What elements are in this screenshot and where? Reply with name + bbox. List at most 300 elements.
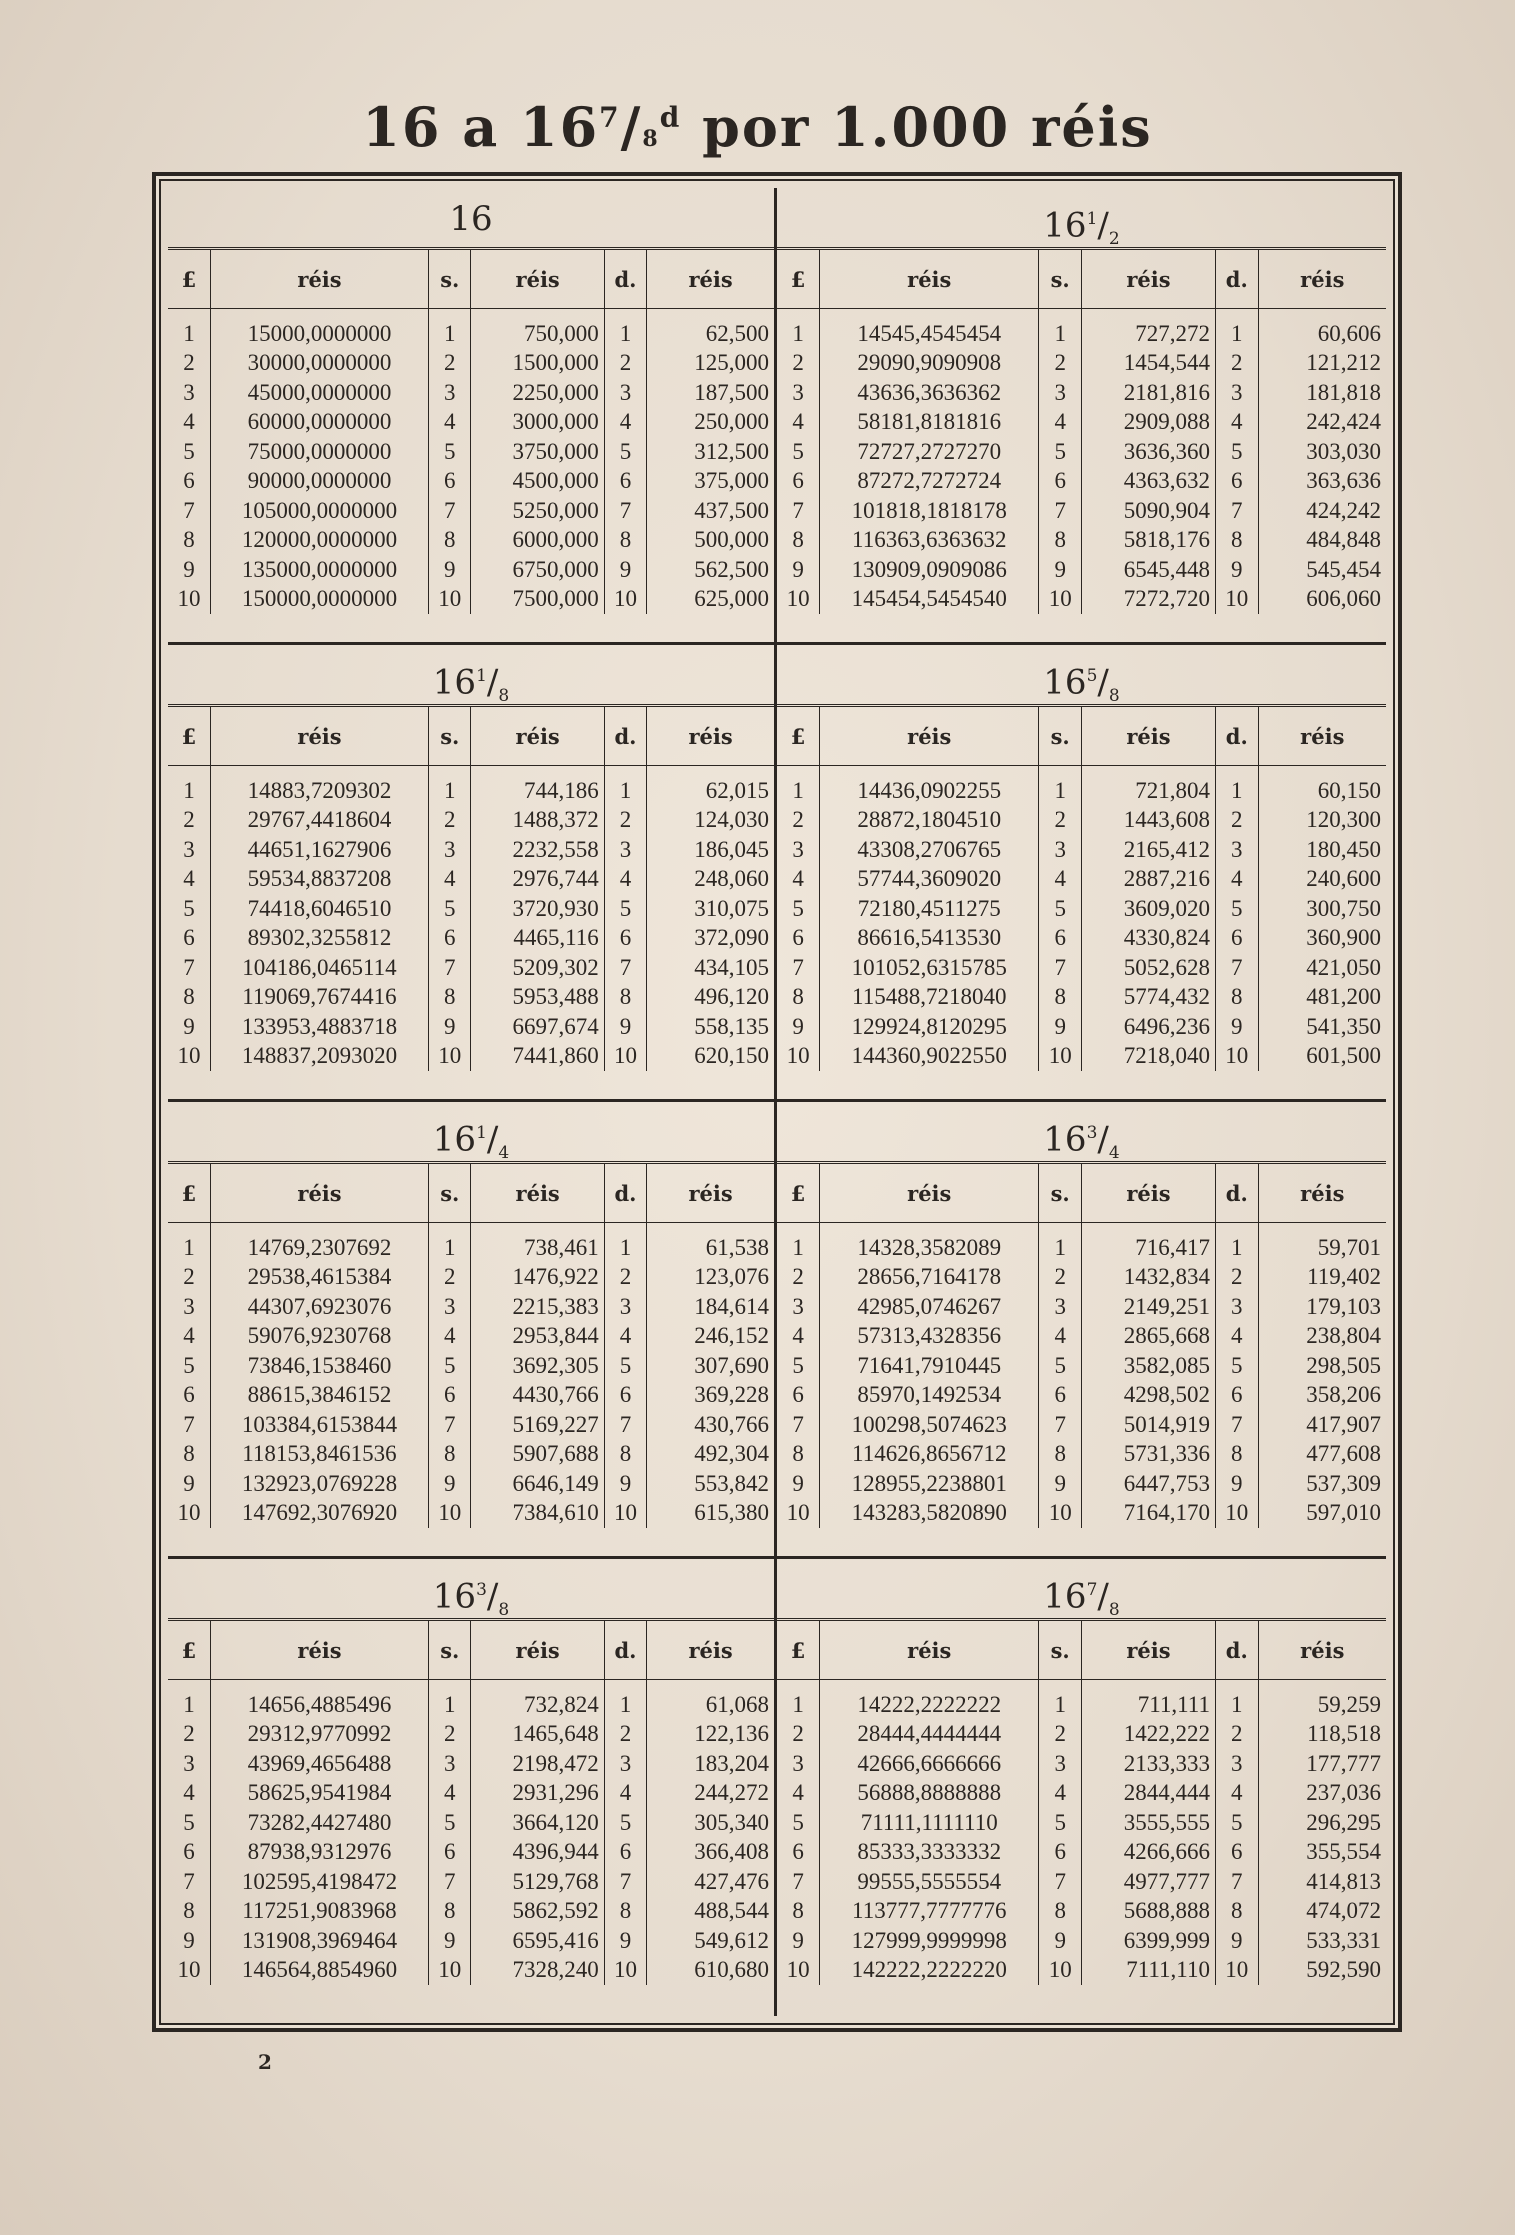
reis-value: 187,500 (694, 379, 769, 405)
table-row (777, 555, 1386, 585)
row-multiplier: 9 (168, 555, 210, 585)
table-row (777, 1749, 1386, 1779)
row-multiplier: 10 (1215, 1042, 1258, 1072)
reis-value: 6000,000 (471, 526, 604, 556)
reis-value: 61,538 (705, 1234, 769, 1260)
row-multiplier: 8 (168, 983, 210, 1013)
row-multiplier: 4 (1215, 408, 1258, 438)
row-multiplier: 6 (1039, 924, 1082, 954)
table-row (777, 408, 1386, 438)
row-multiplier: 1 (168, 776, 210, 806)
table-header-row (777, 1621, 1386, 1680)
row-multiplier: 2 (777, 349, 820, 379)
row-multiplier: 2 (1039, 806, 1082, 836)
table-row (777, 1351, 1386, 1381)
reis-value: 738,461 (471, 1233, 604, 1263)
table-row (168, 924, 774, 954)
column-header: £ (168, 1621, 210, 1680)
table-row (168, 1292, 774, 1322)
reis-value: 3720,930 (471, 894, 604, 924)
table-row (777, 526, 1386, 556)
row-multiplier: 4 (1039, 1322, 1082, 1352)
row-multiplier: 1 (1215, 776, 1258, 806)
row-multiplier: 6 (429, 1838, 471, 1868)
reis-value: 87272,7272724 (820, 467, 1039, 497)
table-row (168, 953, 774, 983)
table-row (777, 1838, 1386, 1868)
table-row (168, 1838, 774, 1868)
table-row (777, 1233, 1386, 1263)
reis-value: 427,476 (694, 1868, 769, 1894)
row-multiplier: 3 (1039, 1292, 1082, 1322)
reis-value: 29767,4418604 (210, 806, 428, 836)
reis-value: 186,045 (694, 836, 769, 862)
table-header-row (777, 250, 1386, 309)
reis-value: 62,500 (705, 320, 769, 346)
table-row (777, 1926, 1386, 1956)
reis-value: 553,842 (694, 1470, 769, 1496)
row-multiplier: 1 (604, 319, 646, 349)
table-row (777, 835, 1386, 865)
row-multiplier: 5 (1039, 1808, 1082, 1838)
reis-value: 148837,2093020 (210, 1042, 428, 1072)
reis-value: 1465,648 (471, 1720, 604, 1750)
reis-value: 3636,360 (1082, 437, 1216, 467)
row-multiplier: 1 (168, 1690, 210, 1720)
row-multiplier: 3 (168, 835, 210, 865)
row-multiplier: 6 (604, 467, 646, 497)
row-multiplier: 10 (1039, 1042, 1082, 1072)
reis-value: 120000,0000000 (210, 526, 428, 556)
row-multiplier: 5 (1215, 1808, 1258, 1838)
rate-block (777, 645, 1386, 1102)
reis-value: 305,340 (694, 1809, 769, 1835)
row-multiplier: 10 (168, 1956, 210, 1986)
column-header: réis (1082, 250, 1216, 309)
reis-value: 74418,6046510 (210, 894, 428, 924)
row-multiplier: 10 (777, 1956, 820, 1986)
reis-value: 150000,0000000 (210, 585, 428, 615)
row-multiplier: 10 (429, 1042, 471, 1072)
rate-heading: $16^1/_2$ (777, 188, 1386, 250)
column-header: réis (471, 707, 604, 766)
row-multiplier: 2 (777, 806, 820, 836)
table-row (777, 1012, 1386, 1042)
row-multiplier: 7 (777, 496, 820, 526)
row-multiplier: 9 (1039, 555, 1082, 585)
rate-heading: $16^5/_8$ (777, 645, 1386, 707)
reis-value: 250,000 (694, 409, 769, 435)
reis-value: 533,331 (1306, 1927, 1381, 1953)
reis-value: 86616,5413530 (820, 924, 1039, 954)
reis-value: 5731,336 (1082, 1440, 1216, 1470)
reis-value: 1454,544 (1082, 349, 1216, 379)
column-header: réis (210, 1621, 428, 1680)
reis-value: 2250,000 (471, 378, 604, 408)
row-multiplier: 6 (777, 924, 820, 954)
reis-value: 59076,9230768 (210, 1322, 428, 1352)
reis-value: 100298,5074623 (820, 1410, 1039, 1440)
row-multiplier: 8 (1215, 526, 1258, 556)
reis-value: 130909,0909086 (820, 555, 1039, 585)
reis-value: 430,766 (694, 1411, 769, 1437)
row-multiplier: 8 (1039, 1897, 1082, 1927)
conversion-table (168, 1164, 774, 1528)
reis-value: 75000,0000000 (210, 437, 428, 467)
reis-value: 116363,6363632 (820, 526, 1039, 556)
row-multiplier: 3 (1039, 835, 1082, 865)
reis-value: 103384,6153844 (210, 1410, 428, 1440)
reis-value: 2887,216 (1082, 865, 1216, 895)
reis-value: 59534,8837208 (210, 865, 428, 895)
table-row (168, 408, 774, 438)
table-row (777, 1042, 1386, 1072)
row-multiplier: 8 (429, 526, 471, 556)
reis-value: 14769,2307692 (210, 1233, 428, 1263)
row-multiplier: 3 (777, 835, 820, 865)
reis-value: 115488,7218040 (820, 983, 1039, 1013)
page-number: 2 (258, 2050, 272, 2074)
reis-value: 298,505 (1306, 1352, 1381, 1378)
reis-value: 129924,8120295 (820, 1012, 1039, 1042)
column-header: £ (777, 707, 820, 766)
column-header: s. (1039, 1621, 1082, 1680)
row-multiplier: 4 (604, 408, 646, 438)
row-multiplier: 9 (168, 1469, 210, 1499)
reis-value: 59,259 (1317, 1691, 1381, 1717)
reis-value: 4977,777 (1082, 1867, 1216, 1897)
rate-block (777, 1559, 1386, 2016)
column-header: réis (471, 250, 604, 309)
table-frame (152, 172, 1402, 2032)
row-multiplier: 6 (1215, 1381, 1258, 1411)
table-row (168, 1233, 774, 1263)
row-multiplier: 7 (1039, 496, 1082, 526)
reis-value: 3000,000 (471, 408, 604, 438)
reis-value: 89302,3255812 (210, 924, 428, 954)
row-multiplier: 9 (1215, 1469, 1258, 1499)
reis-value: 43969,4656488 (210, 1749, 428, 1779)
reis-value: 6697,674 (471, 1012, 604, 1042)
row-multiplier: 9 (1039, 1469, 1082, 1499)
table-row (168, 894, 774, 924)
reis-value: 113777,7777776 (820, 1897, 1039, 1927)
row-multiplier: 7 (429, 496, 471, 526)
row-multiplier: 5 (168, 1808, 210, 1838)
reis-value: 2215,383 (471, 1292, 604, 1322)
row-multiplier: 3 (168, 1749, 210, 1779)
reis-value: 375,000 (694, 468, 769, 494)
row-multiplier: 4 (1039, 1779, 1082, 1809)
table-row (777, 894, 1386, 924)
column-header: £ (168, 707, 210, 766)
row-multiplier: 7 (168, 953, 210, 983)
table-row (777, 1322, 1386, 1352)
reis-value: 60,150 (1317, 777, 1381, 803)
column-header: réis (1082, 707, 1216, 766)
row-multiplier: 3 (429, 1749, 471, 1779)
row-multiplier: 3 (604, 378, 646, 408)
column-header: réis (820, 1164, 1039, 1223)
reis-value: 7328,240 (471, 1956, 604, 1986)
row-multiplier: 2 (1215, 806, 1258, 836)
reis-value: 6595,416 (471, 1926, 604, 1956)
reis-value: 132923,0769228 (210, 1469, 428, 1499)
reis-value: 610,680 (694, 1957, 769, 1983)
reis-value: 549,612 (694, 1927, 769, 1953)
row-multiplier: 2 (168, 806, 210, 836)
reis-value: 181,818 (1306, 379, 1381, 405)
row-multiplier: 4 (1039, 865, 1082, 895)
row-multiplier: 5 (604, 437, 646, 467)
row-multiplier: 8 (1039, 983, 1082, 1013)
table-row (777, 496, 1386, 526)
row-multiplier: 6 (168, 467, 210, 497)
reis-value: 142222,2222220 (820, 1956, 1039, 1986)
row-multiplier: 10 (777, 585, 820, 615)
row-multiplier: 7 (1039, 953, 1082, 983)
reis-value: 15000,0000000 (210, 319, 428, 349)
row-multiplier: 8 (168, 1897, 210, 1927)
row-multiplier: 10 (168, 1499, 210, 1529)
table-row (168, 1499, 774, 1529)
row-multiplier: 9 (1039, 1012, 1082, 1042)
row-multiplier: 9 (777, 555, 820, 585)
conversion-table (777, 250, 1386, 614)
table-row (168, 555, 774, 585)
reis-value: 3750,000 (471, 437, 604, 467)
table-row (777, 1410, 1386, 1440)
reis-value: 481,200 (1306, 984, 1381, 1010)
reis-value: 477,608 (1306, 1441, 1381, 1467)
row-multiplier: 2 (1039, 1263, 1082, 1293)
reis-value: 7218,040 (1082, 1042, 1216, 1072)
reis-value: 2976,744 (471, 865, 604, 895)
row-multiplier: 3 (604, 1749, 646, 1779)
row-multiplier: 3 (604, 1292, 646, 1322)
conversion-table (168, 707, 774, 1071)
column-header: s. (429, 1164, 471, 1223)
row-multiplier: 2 (604, 1720, 646, 1750)
row-multiplier: 2 (1039, 349, 1082, 379)
column-header: d. (1215, 250, 1258, 309)
row-multiplier: 7 (1039, 1410, 1082, 1440)
row-multiplier: 3 (1215, 1749, 1258, 1779)
column-header: d. (604, 250, 646, 309)
column-header: d. (1215, 1621, 1258, 1680)
reis-value: 44651,1627906 (210, 835, 428, 865)
table-row (168, 1012, 774, 1042)
row-multiplier: 2 (1215, 1720, 1258, 1750)
table-row (168, 983, 774, 1013)
reis-value: 1488,372 (471, 806, 604, 836)
row-multiplier: 5 (1215, 437, 1258, 467)
row-multiplier: 7 (777, 1867, 820, 1897)
table-row (168, 1410, 774, 1440)
table-row (168, 1720, 774, 1750)
row-multiplier: 6 (429, 1381, 471, 1411)
row-multiplier: 3 (777, 1292, 820, 1322)
reis-value: 2909,088 (1082, 408, 1216, 438)
reis-value: 488,544 (694, 1898, 769, 1924)
row-multiplier: 5 (429, 1351, 471, 1381)
reis-value: 597,010 (1306, 1500, 1381, 1526)
table-row (777, 953, 1386, 983)
row-multiplier: 5 (777, 437, 820, 467)
row-multiplier: 2 (604, 349, 646, 379)
reis-value: 14222,2222222 (820, 1690, 1039, 1720)
reis-value: 500,000 (694, 527, 769, 553)
rate-block (168, 1102, 777, 1559)
reis-value: 184,614 (694, 1293, 769, 1319)
reis-value: 145454,5454540 (820, 585, 1039, 615)
row-multiplier: 3 (604, 835, 646, 865)
reis-value: 2198,472 (471, 1749, 604, 1779)
reis-value: 177,777 (1306, 1750, 1381, 1776)
rate-heading: $16^1/_8$ (168, 645, 774, 707)
reis-value: 2165,412 (1082, 835, 1216, 865)
row-multiplier: 7 (1215, 1410, 1258, 1440)
reis-value: 2232,558 (471, 835, 604, 865)
row-multiplier: 9 (1039, 1926, 1082, 1956)
column-header: réis (1082, 1621, 1216, 1680)
row-multiplier: 9 (429, 1926, 471, 1956)
reis-value: 61,068 (705, 1691, 769, 1717)
table-header-row (168, 707, 774, 766)
row-multiplier: 10 (168, 585, 210, 615)
row-multiplier: 8 (777, 1897, 820, 1927)
reis-value: 44307,6923076 (210, 1292, 428, 1322)
row-multiplier: 1 (168, 319, 210, 349)
reis-value: 6750,000 (471, 555, 604, 585)
reis-value: 372,090 (694, 925, 769, 951)
row-multiplier: 9 (1215, 1926, 1258, 1956)
table-row (777, 1690, 1386, 1720)
row-multiplier: 9 (1215, 1012, 1258, 1042)
row-multiplier: 8 (604, 1440, 646, 1470)
reis-value: 179,103 (1306, 1293, 1381, 1319)
reis-value: 128955,2238801 (820, 1469, 1039, 1499)
table-row (777, 1956, 1386, 1986)
reis-value: 135000,0000000 (210, 555, 428, 585)
row-multiplier: 7 (1039, 1867, 1082, 1897)
row-multiplier: 7 (777, 1410, 820, 1440)
reis-value: 57744,3609020 (820, 865, 1039, 895)
conversion-table (777, 1621, 1386, 1985)
reis-value: 6447,753 (1082, 1469, 1216, 1499)
row-multiplier: 1 (604, 1233, 646, 1263)
row-multiplier: 8 (1039, 526, 1082, 556)
row-multiplier: 1 (1039, 319, 1082, 349)
reis-value: 4330,824 (1082, 924, 1216, 954)
table-row (168, 1351, 774, 1381)
reis-value: 562,500 (694, 556, 769, 582)
reis-value: 14436,0902255 (820, 776, 1039, 806)
row-multiplier: 5 (604, 1808, 646, 1838)
table-row (168, 1867, 774, 1897)
table-row (777, 776, 1386, 806)
reis-value: 7441,860 (471, 1042, 604, 1072)
reis-value: 300,750 (1306, 895, 1381, 921)
row-multiplier: 6 (1215, 1838, 1258, 1868)
row-multiplier: 5 (777, 1808, 820, 1838)
row-multiplier: 8 (777, 1440, 820, 1470)
reis-value: 3609,020 (1082, 894, 1216, 924)
column-header: d. (1215, 707, 1258, 766)
reis-value: 183,204 (694, 1750, 769, 1776)
reis-value: 421,050 (1306, 954, 1381, 980)
column-header: £ (777, 1164, 820, 1223)
reis-value: 242,424 (1306, 409, 1381, 435)
row-multiplier: 4 (1215, 1322, 1258, 1352)
reis-value: 42985,0746267 (820, 1292, 1039, 1322)
reis-value: 2149,251 (1082, 1292, 1216, 1322)
reis-value: 73282,4427480 (210, 1808, 428, 1838)
reis-value: 248,060 (694, 866, 769, 892)
reis-value: 437,500 (694, 497, 769, 523)
table-row (168, 437, 774, 467)
row-multiplier: 6 (1215, 924, 1258, 954)
table-row (168, 1749, 774, 1779)
reis-value: 125,000 (694, 350, 769, 376)
reis-value: 45000,0000000 (210, 378, 428, 408)
table-row (168, 526, 774, 556)
table-row (168, 349, 774, 379)
row-multiplier: 7 (604, 496, 646, 526)
row-multiplier: 1 (1215, 1233, 1258, 1263)
reis-value: 14545,4545454 (820, 319, 1039, 349)
row-multiplier: 5 (168, 894, 210, 924)
reis-value: 592,590 (1306, 1957, 1381, 1983)
reis-value: 7272,720 (1082, 585, 1216, 615)
reis-value: 360,900 (1306, 925, 1381, 951)
row-multiplier: 2 (168, 1720, 210, 1750)
reis-value: 3582,085 (1082, 1351, 1216, 1381)
column-header: réis (647, 1621, 774, 1680)
row-multiplier: 4 (429, 408, 471, 438)
reis-value: 2931,296 (471, 1779, 604, 1809)
row-multiplier: 9 (1215, 555, 1258, 585)
reis-value: 5014,919 (1082, 1410, 1216, 1440)
row-multiplier: 7 (777, 953, 820, 983)
row-multiplier: 2 (429, 1720, 471, 1750)
row-multiplier: 10 (1215, 1499, 1258, 1529)
row-multiplier: 9 (777, 1469, 820, 1499)
row-multiplier: 10 (1039, 1956, 1082, 1986)
reis-value: 744,186 (471, 776, 604, 806)
reis-value: 1476,922 (471, 1263, 604, 1293)
table-row (168, 1897, 774, 1927)
row-multiplier: 9 (604, 1926, 646, 1956)
table-row (168, 1042, 774, 1072)
reis-value: 124,030 (694, 807, 769, 833)
reis-value: 118,518 (1307, 1721, 1381, 1747)
rate-block (168, 1559, 777, 2016)
row-multiplier: 1 (777, 1233, 820, 1263)
reis-value: 2844,444 (1082, 1779, 1216, 1809)
reis-value: 122,136 (694, 1721, 769, 1747)
reis-value: 5953,488 (471, 983, 604, 1013)
row-multiplier: 1 (429, 1233, 471, 1263)
row-multiplier: 7 (604, 1867, 646, 1897)
column-header: réis (647, 707, 774, 766)
reis-value: 133953,4883718 (210, 1012, 428, 1042)
reis-value: 5209,302 (471, 953, 604, 983)
row-multiplier: 6 (604, 1381, 646, 1411)
reis-value: 73846,1538460 (210, 1351, 428, 1381)
reis-value: 4298,502 (1082, 1381, 1216, 1411)
row-multiplier: 4 (168, 1322, 210, 1352)
